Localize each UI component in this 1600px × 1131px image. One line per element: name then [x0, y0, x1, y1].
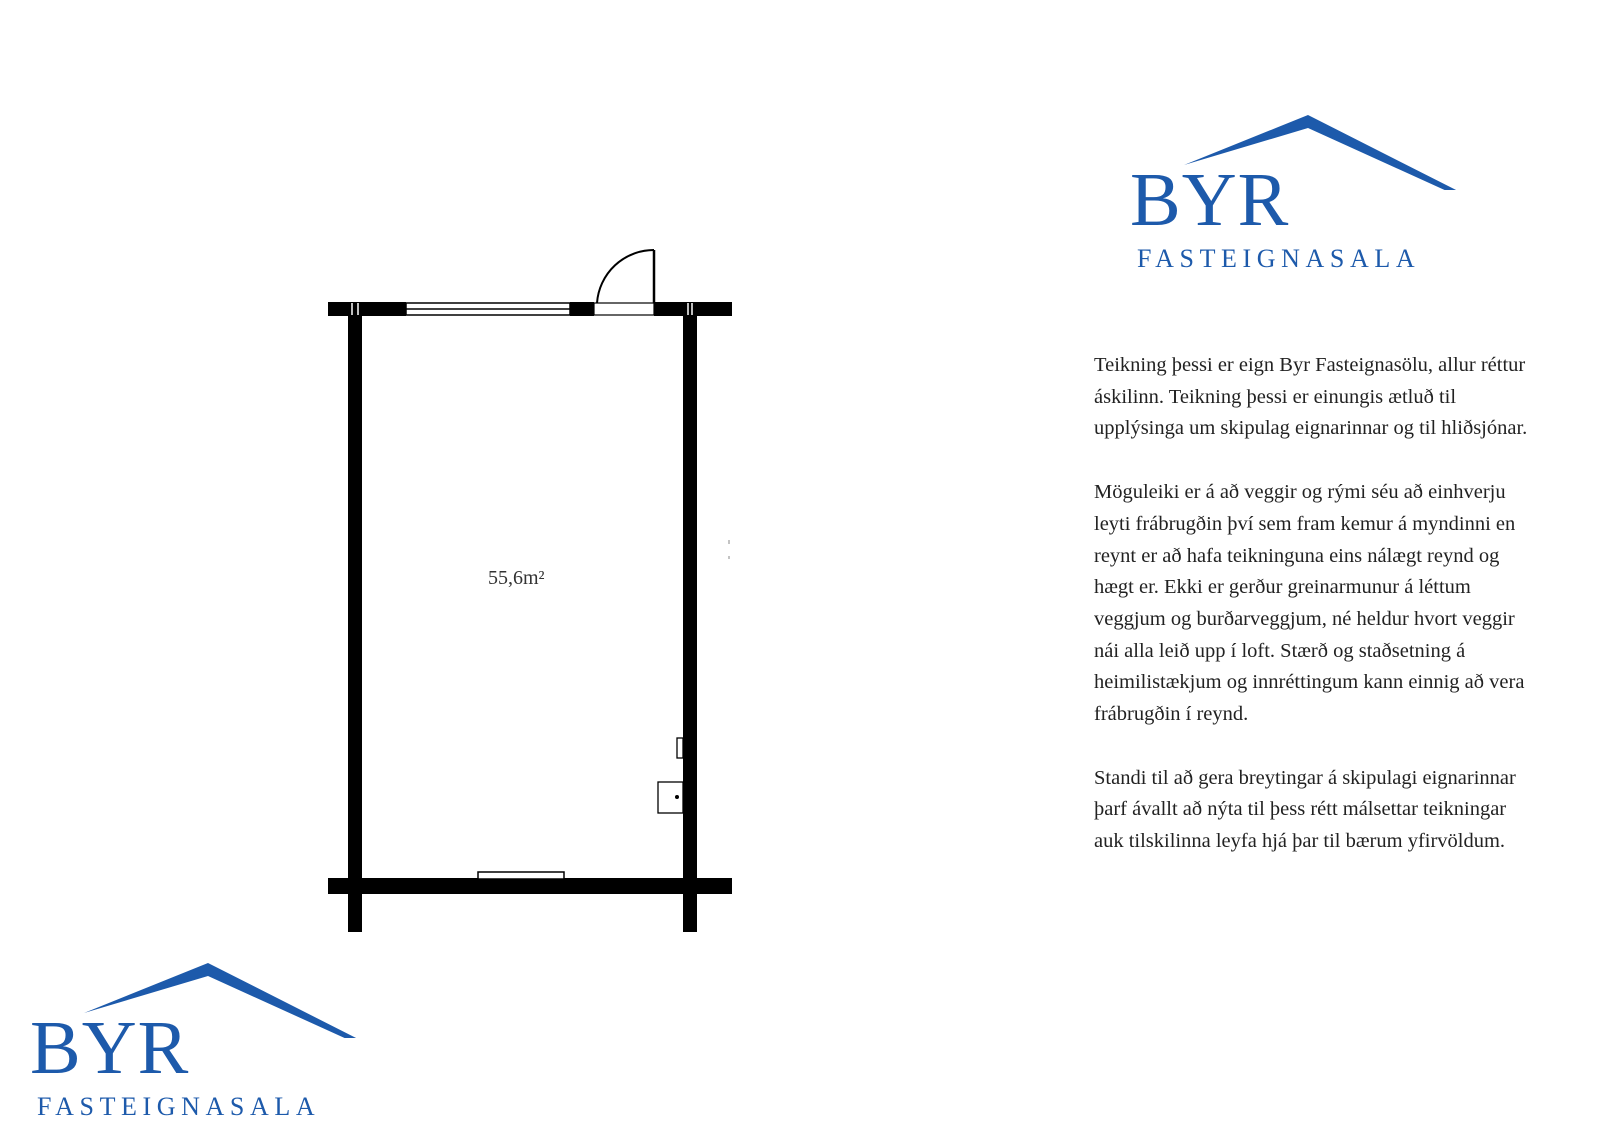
- entrance-door: [594, 250, 654, 315]
- bottom-window: [478, 872, 564, 879]
- top-wall-right: [654, 302, 732, 316]
- top-wall-mid: [570, 302, 594, 316]
- logo-name: BYR: [30, 1006, 190, 1090]
- walls: [328, 302, 732, 932]
- disclaimer-paragraph: Möguleiki er á að veggir og rými séu að einhverju leyti frábrugðin því sem fram kemur á myndinni en reynt er að hafa teikninguna eins nálægt reynd og hægt er. Ekki er gerður greinarmunur á léttum veggjum og burðarveggjum, né heldur hvort veggir nái alla leið upp í loft. Stærð og staðsetning á heimilistækjum og innréttingum kann einnig að vera frábrugðin í reynd.: [1094, 481, 1525, 726]
- byr-logo-bottom: [30, 958, 370, 1123]
- sink-icon: [658, 782, 683, 813]
- disclaimer-text: [1094, 350, 1534, 890]
- top-wall-left: [328, 302, 406, 316]
- bottom-wall: [328, 878, 732, 894]
- logo-name: BYR: [1130, 158, 1290, 242]
- disclaimer-paragraph: Teikning þessi er eign Byr Fasteignasölu, allur réttur áskilinn. Teikning þessi er einungis ætluð til upplýsinga um skipulag eignarinnar og til hliðsjónar.: [1094, 354, 1528, 440]
- byr-logo-top: [1130, 110, 1470, 275]
- wall-fixture-small: [677, 738, 683, 758]
- left-wall: [348, 316, 362, 932]
- area-label: 55,6m²: [488, 567, 545, 589]
- right-wall: [683, 316, 697, 932]
- logo-subtitle: FASTEIGNASALA: [1137, 244, 1421, 273]
- top-window: [406, 303, 570, 315]
- logo-subtitle: FASTEIGNASALA: [37, 1092, 321, 1121]
- disclaimer-paragraph: Standi til að gera breytingar á skipulagi eignarinnar þarf ávallt að nýta til þess rétt málsettar teikningar auk tilskilinna leyfa hjá þar til bærum yfirvöldum.: [1094, 766, 1516, 853]
